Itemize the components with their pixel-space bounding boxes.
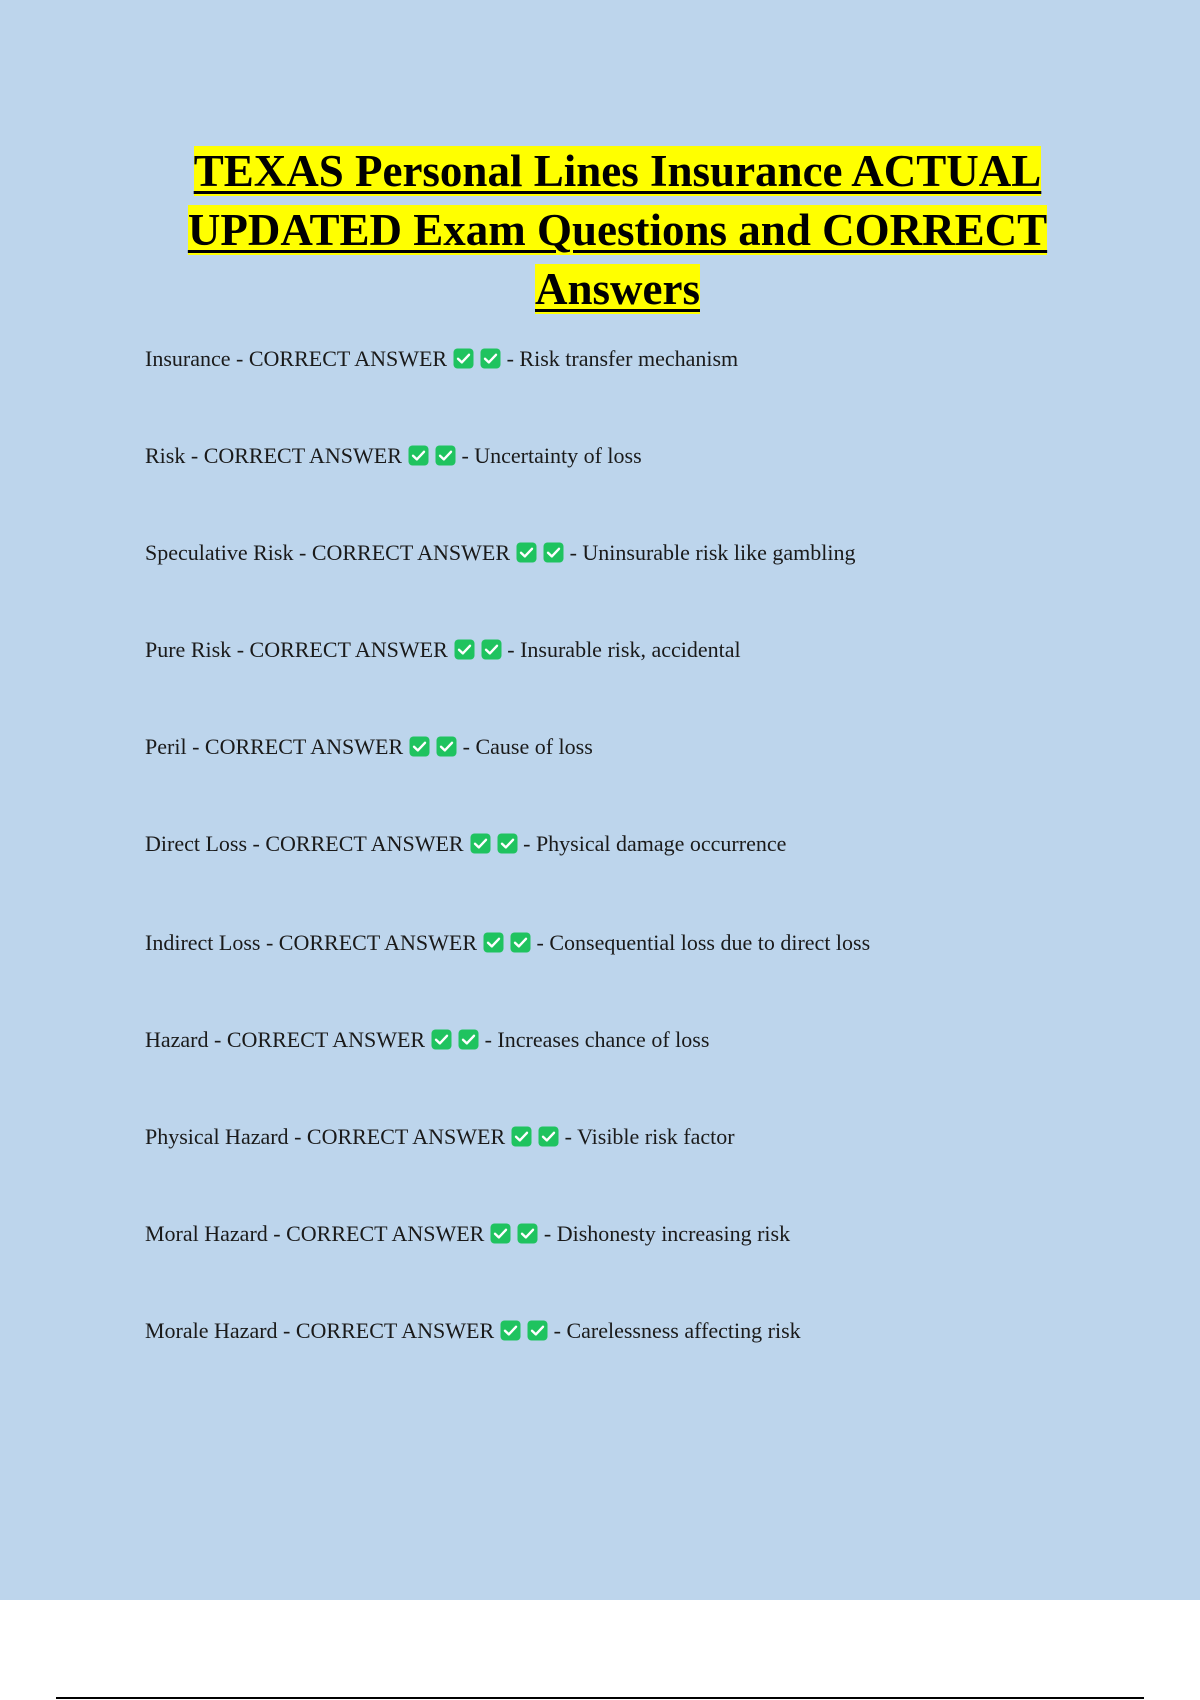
separator: - [501, 346, 520, 371]
check-box-icon [408, 445, 429, 466]
check-box-icon [480, 348, 501, 369]
term: Speculative Risk [145, 540, 294, 565]
answer: Dishonesty increasing risk [556, 1221, 791, 1246]
footer-rule [56, 1697, 1144, 1699]
term: Hazard [145, 1027, 209, 1052]
answer-marker: CORRECT ANSWER [278, 930, 478, 955]
page-title [145, 142, 1090, 319]
separator: - [501, 637, 521, 662]
check-box-icon [435, 445, 456, 466]
separator: - [247, 831, 266, 856]
check-box-icon [470, 833, 491, 854]
check-box-icon [510, 932, 531, 953]
answer-marker: CORRECT ANSWER [265, 831, 464, 856]
term: Indirect Loss [145, 930, 261, 955]
check-box-icon [497, 833, 518, 854]
term: Risk [145, 443, 186, 468]
answer-marker: CORRECT ANSWER [249, 637, 448, 662]
answer: Carelessness affecting risk [566, 1318, 801, 1343]
check-box-icon [481, 639, 502, 660]
answer: Uncertainty of loss [474, 443, 642, 468]
separator: - [531, 930, 550, 955]
separator: - [564, 540, 583, 565]
qa-item-indirect-loss [145, 927, 1145, 1024]
qa-item-insurance [145, 343, 1145, 440]
answer-marker: CORRECT ANSWER [248, 346, 448, 371]
answer: Insurable risk, accidental [520, 637, 741, 662]
check-box-icon [409, 736, 430, 757]
separator: - [185, 443, 204, 468]
check-box-icon [453, 348, 474, 369]
term: Morale Hazard [145, 1318, 278, 1343]
qa-item-risk [145, 440, 1145, 537]
qa-item-peril [145, 731, 1145, 828]
separator: - [293, 540, 312, 565]
check-box-icon [538, 1126, 559, 1147]
answer-marker: CORRECT ANSWER [226, 1027, 426, 1052]
check-box-icon [516, 542, 537, 563]
separator: - [479, 1027, 498, 1052]
page-title-text: TEXAS Personal Lines Insurance ACTUAL UPDATED Exam Questions and CORRECT Answers [187, 146, 1048, 314]
separator: - [538, 1221, 557, 1246]
separator: - [517, 831, 536, 856]
qa-item-morale-hazard [145, 1315, 1145, 1412]
qa-item-pure-risk [145, 634, 1145, 731]
answer: Risk transfer mechanism [519, 346, 739, 371]
check-box-icon [517, 1223, 538, 1244]
check-box-icon [431, 1029, 452, 1050]
term: Moral Hazard [145, 1221, 268, 1246]
separator: - [267, 1221, 287, 1246]
term: Peril [145, 734, 187, 759]
term: Physical Hazard [145, 1124, 289, 1149]
answer: Visible risk factor [577, 1124, 735, 1149]
separator: - [208, 1027, 227, 1052]
separator: - [457, 734, 476, 759]
separator: - [559, 1124, 578, 1149]
check-box-icon [527, 1320, 548, 1341]
check-box-icon [436, 736, 457, 757]
answer-marker: CORRECT ANSWER [286, 1221, 485, 1246]
answer-marker: CORRECT ANSWER [306, 1124, 506, 1149]
qa-item-physical-hazard [145, 1121, 1145, 1218]
check-box-icon [458, 1029, 479, 1050]
qa-item-speculative-risk [145, 537, 1145, 634]
answer-marker: CORRECT ANSWER [203, 443, 402, 468]
separator: - [230, 346, 249, 371]
qa-list [145, 343, 1145, 1412]
answer: Uninsurable risk like gambling [582, 540, 856, 565]
answer-marker: CORRECT ANSWER [311, 540, 511, 565]
separator: - [548, 1318, 567, 1343]
check-box-icon [483, 932, 504, 953]
qa-item-moral-hazard [145, 1218, 1145, 1315]
qa-item-direct-loss [145, 828, 1145, 927]
check-box-icon [490, 1223, 511, 1244]
term: Insurance [145, 346, 231, 371]
answer: Physical damage occurrence [535, 831, 787, 856]
separator: - [231, 637, 250, 662]
separator: - [260, 930, 279, 955]
term: Direct Loss [145, 831, 248, 856]
qa-item-hazard [145, 1024, 1145, 1121]
separator: - [186, 734, 205, 759]
answer: Cause of loss [475, 734, 593, 759]
check-box-icon [511, 1126, 532, 1147]
answer-marker: CORRECT ANSWER [295, 1318, 495, 1343]
check-box-icon [500, 1320, 521, 1341]
check-box-icon [454, 639, 475, 660]
separator: - [455, 443, 475, 468]
answer: Increases chance of loss [497, 1027, 710, 1052]
answer-marker: CORRECT ANSWER [204, 734, 404, 759]
answer: Consequential loss due to direct loss [549, 930, 871, 955]
separator: - [288, 1124, 307, 1149]
check-box-icon [543, 542, 564, 563]
separator: - [277, 1318, 296, 1343]
term: Pure Risk [145, 637, 232, 662]
